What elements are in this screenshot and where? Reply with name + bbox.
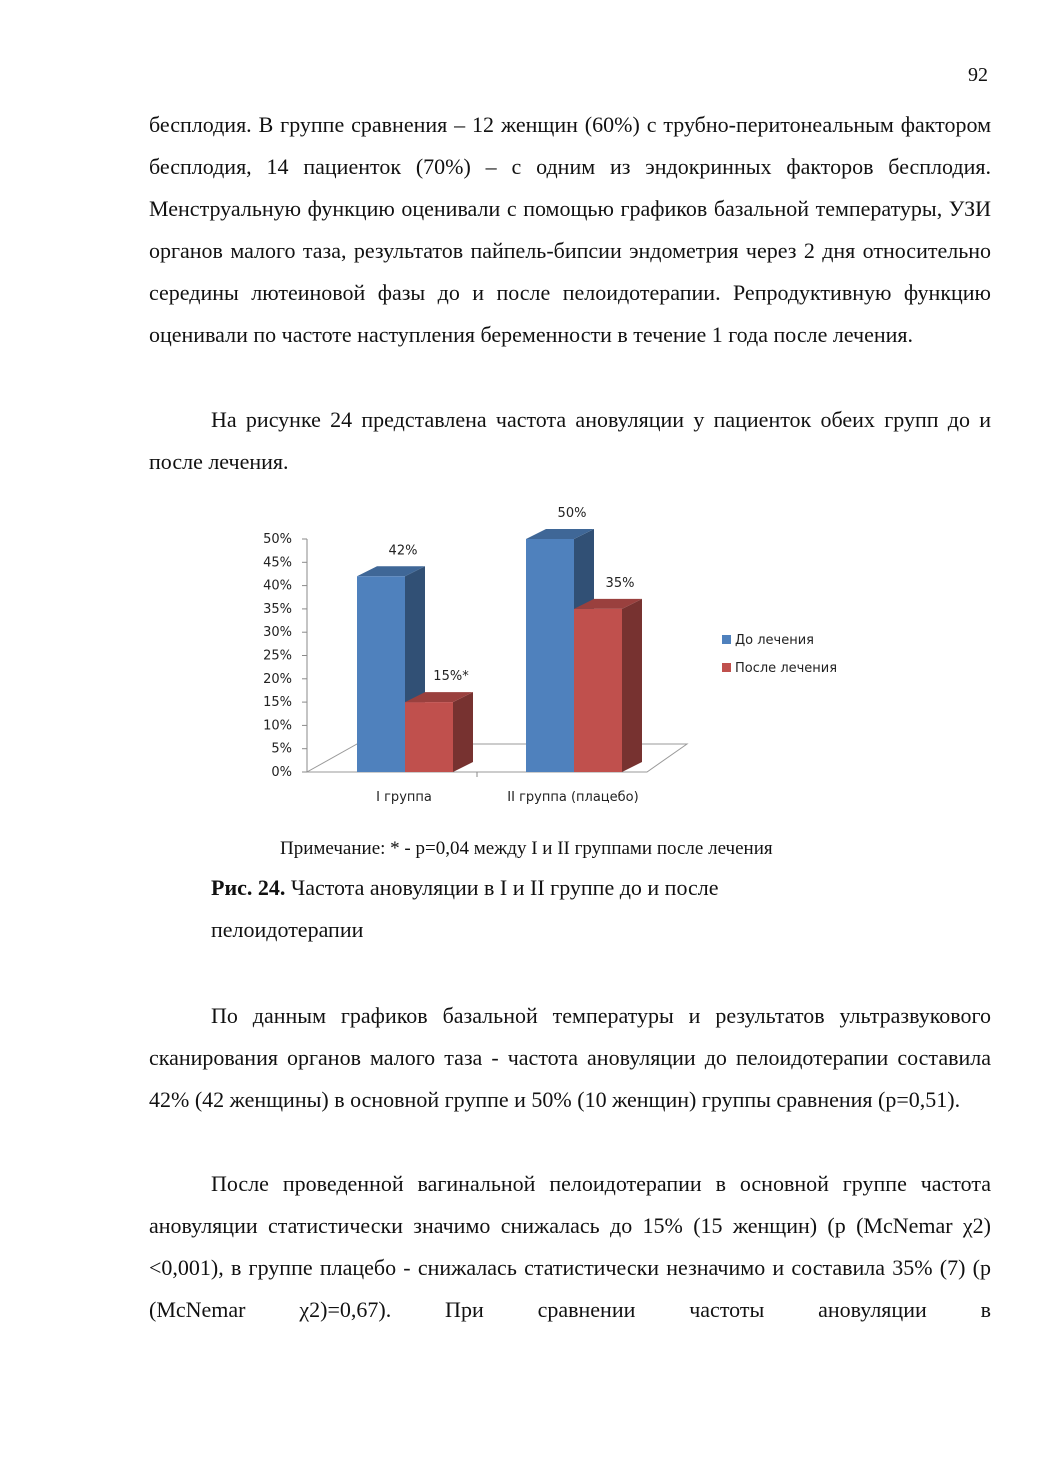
y-tick-label: 20% [263,671,292,687]
figure-note: Примечание: * - p=0,04 между I и II группами после лечения [280,838,773,859]
y-tick-label: 10% [263,718,292,734]
paragraph-4: После проведенной вагинальной пелоидотерапии в основной группе частота ановуляции статистически значимо снижалась до 15% (15 женщин) (p (McNemar χ2)<0,001), в группе плацебо - снижалась статистически незначимо и составила 35% (7) (p (McNemar χ2)=0,67). При сравнении частоты ановуляции в [149,1171,991,1322]
figure-caption-text: Частота ановуляции в I и II группе до и после пелоидотерапии [211,875,719,942]
y-tick-label: 50% [263,532,292,547]
data-label: 35% [605,575,635,591]
y-tick-label: 30% [263,625,292,641]
y-tick-label: 15% [263,695,292,711]
data-label: 15%* [433,669,469,685]
legend-entry: После лечения [735,661,838,676]
y-tick-label: 25% [263,648,292,664]
paragraph-3: По данным графиков базальной температуры и результатов ультразвукового сканирования органов малого таза - частота ановуляции до пелоидотерапии составила 42% (42 женщины) в основной группе и 50% (10 женщин) группы сравнения (p=0,51). [149,1003,991,1112]
bar [526,539,574,772]
y-tick-label: 35% [263,601,292,617]
y-tick-label: 45% [263,555,292,571]
figure-caption [211,867,831,951]
bar-side [453,692,473,772]
bar [405,702,453,772]
figure-caption-label: Рис. 24. [211,875,286,900]
y-tick-label: 0% [271,765,292,780]
x-tick-label: II группа (плацебо) [507,790,639,805]
bar-side [622,599,642,772]
data-label: 42% [388,543,418,559]
x-tick-label: I группа [376,790,432,805]
bar [574,609,622,772]
paragraph-1: бесплодия. В группе сравнения – 12 женщин (60%) с трубно-перитонеальным фактором бесплодия, 14 пациенток (70%) – с одним из эндокринных факторов бесплодия. Менструальную функцию оценивали с помощью графиков базальной температуры, УЗИ органов малого таза, результатов пайпель-бипсии эндометрия через 2 дня относительно середины лютеиновой фазы до и после пелоидотерапии. Репродуктивную функцию оценивали по частоте наступления беременности в течение 1 года после лечения. [149,112,991,347]
page-number: 92 [968,64,988,86]
bar [357,576,405,772]
legend-entry: До лечения [735,633,814,648]
data-label: 50% [557,506,587,521]
paragraph-2: На рисунке 24 представлена частота ановуляции у пациенток обеих групп до и после лечения. [149,407,991,474]
legend-swatch [722,663,731,672]
y-tick-label: 40% [263,578,292,594]
legend-swatch [722,635,731,644]
anovulation-chart [250,495,870,825]
y-tick-label: 5% [271,741,292,757]
